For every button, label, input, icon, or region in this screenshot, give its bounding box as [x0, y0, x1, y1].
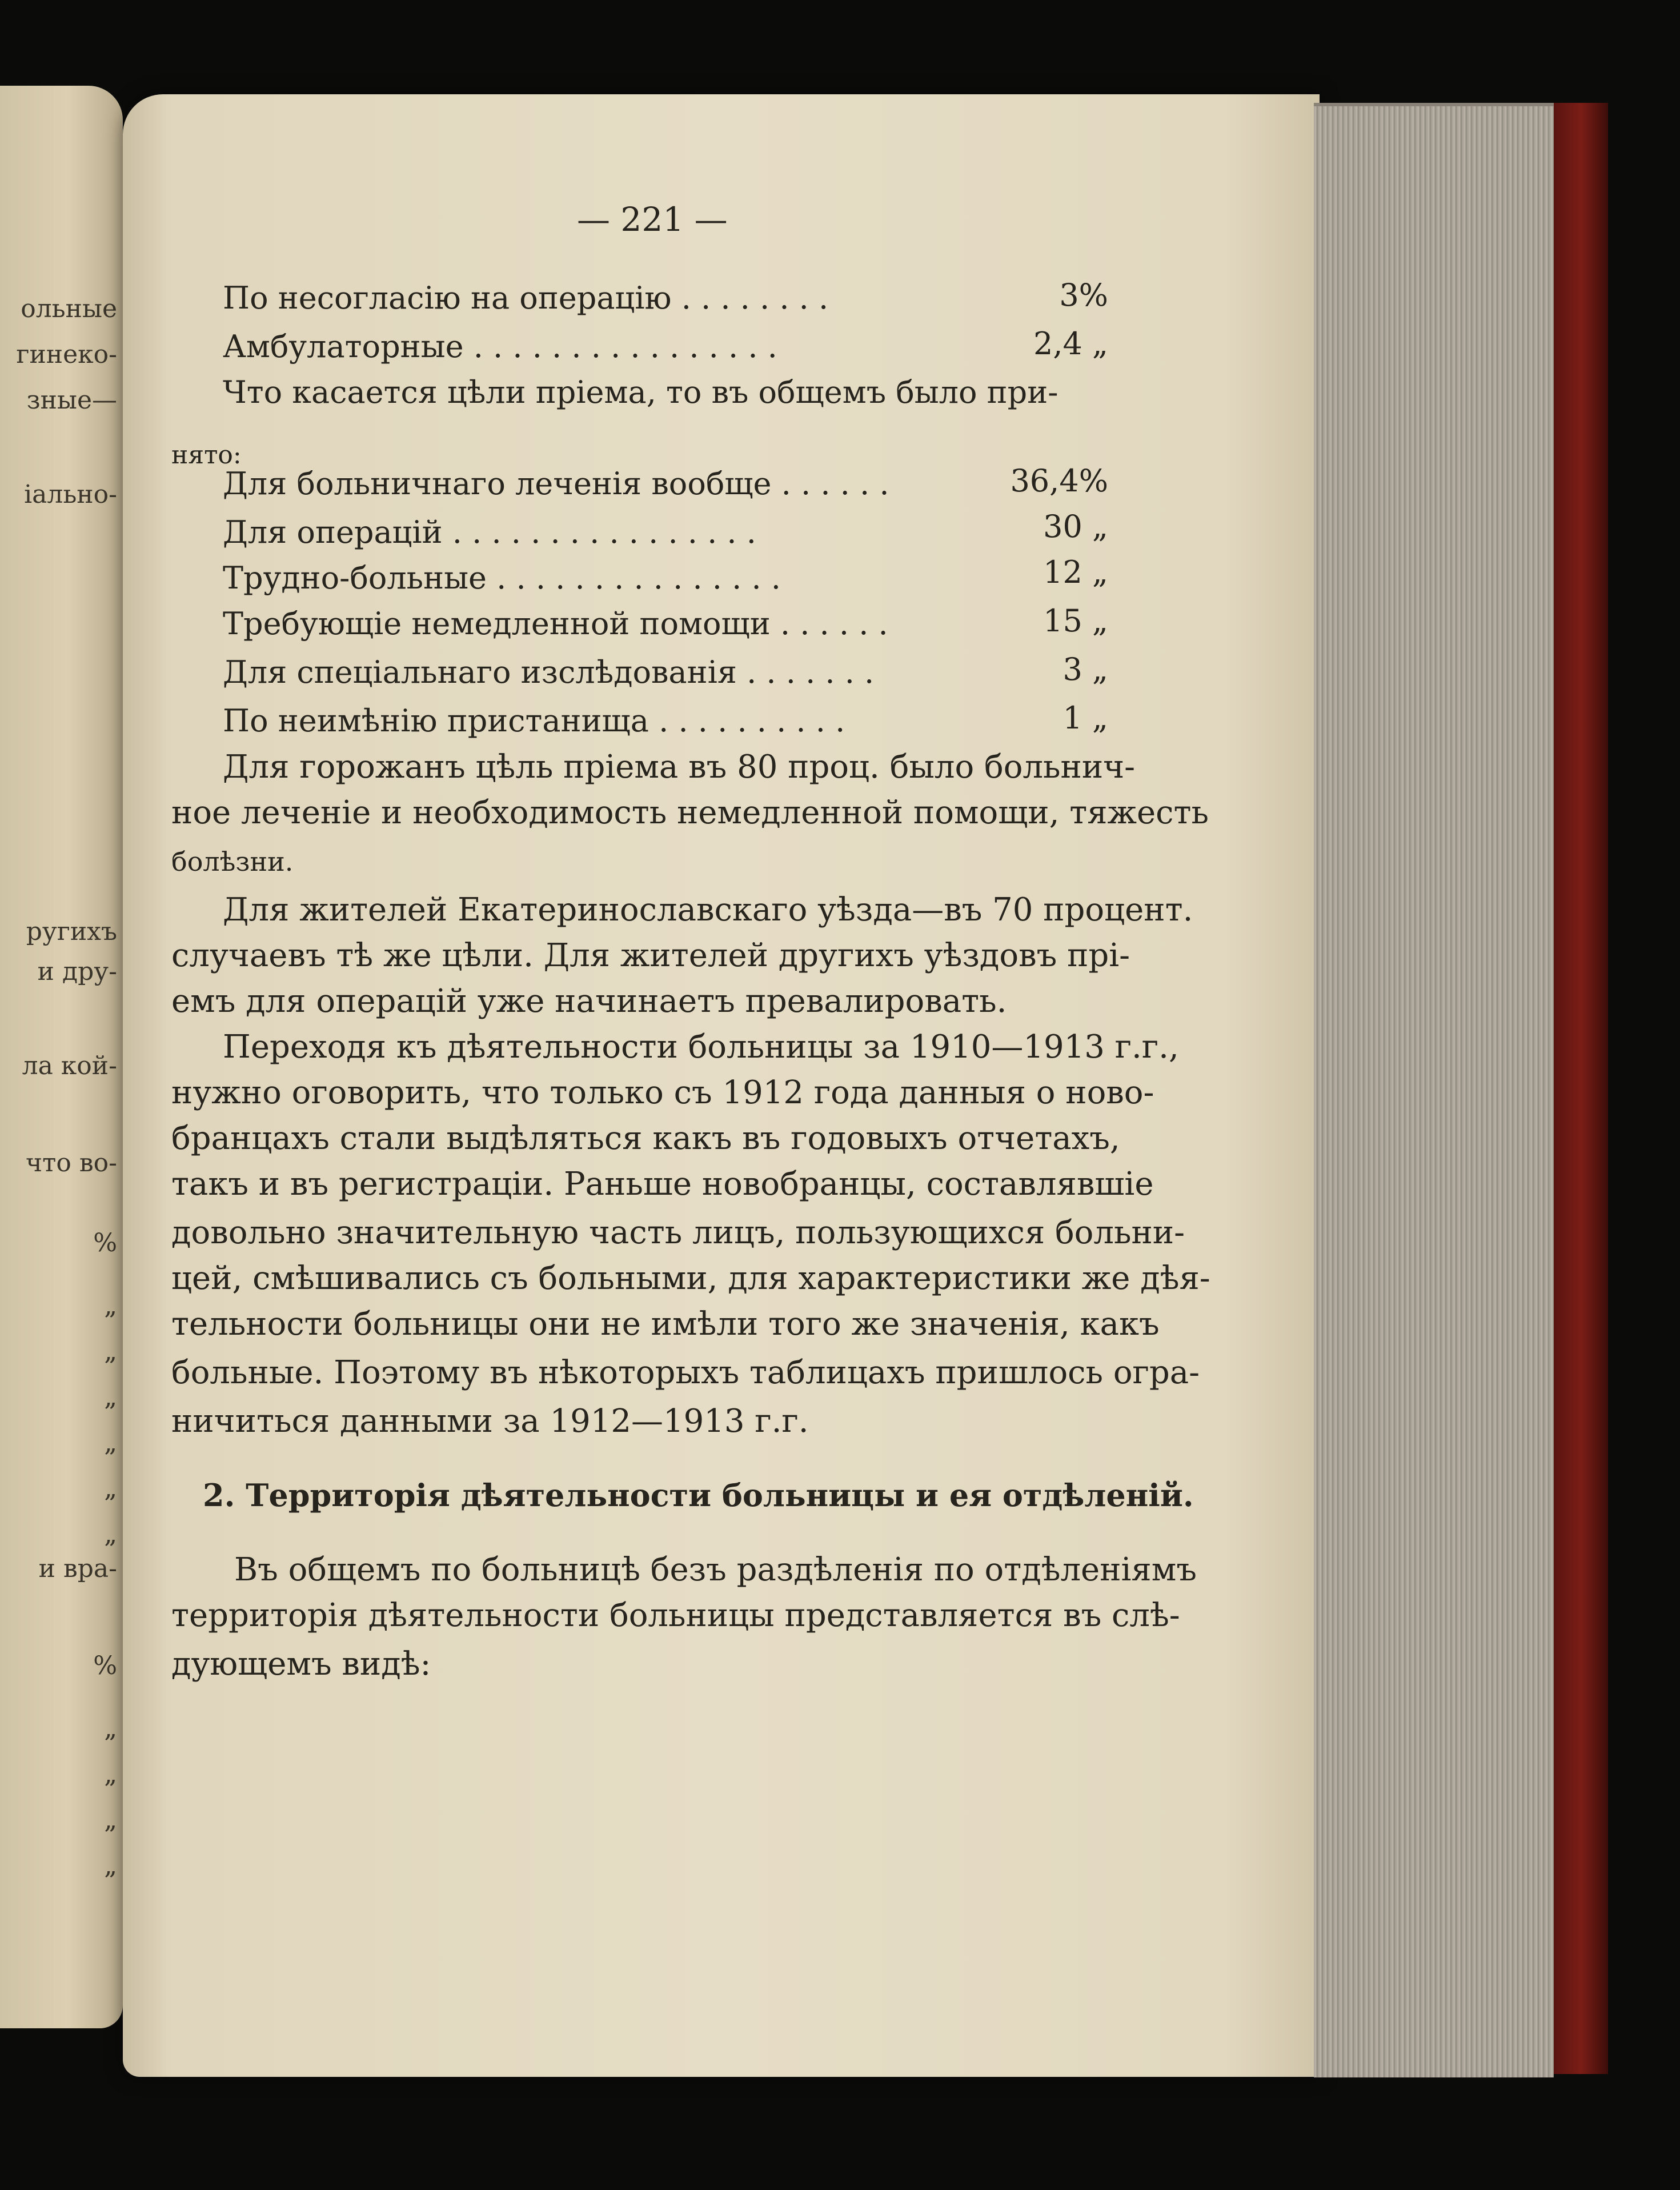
- left-fragment: %: [93, 1651, 117, 1680]
- left-page: [0, 86, 123, 2028]
- left-fragment: „: [104, 1428, 117, 1458]
- left-fragment: іально-: [24, 480, 117, 509]
- list-item-value: 2,4 „: [1033, 326, 1108, 362]
- paragraph-line: тельности больницы они не имѣли того же значенія, какъ: [171, 1306, 1160, 1343]
- list-item-label: Трудно-больные . . . . . . . . . . . . . . .: [223, 560, 781, 596]
- list-item-label: Для спеціальнаго изслѣдованія . . . . . . .: [223, 654, 875, 690]
- left-fragment: ольные: [21, 294, 117, 323]
- left-fragment: „: [104, 1805, 117, 1835]
- list-item-label: Амбулаторные . . . . . . . . . . . . . . . .: [223, 329, 777, 365]
- list-item-value: 3%: [1059, 277, 1108, 313]
- left-fragment: „: [104, 1474, 117, 1503]
- page-edges: [1314, 103, 1554, 2077]
- left-fragment: „: [104, 1714, 117, 1743]
- paragraph-line: такъ и въ регистраціи. Раньше новобранцы, составлявшіе: [171, 1166, 1154, 1203]
- left-fragment: „: [104, 1851, 117, 1880]
- list-item-value: 3 „: [1062, 651, 1108, 687]
- list-item-value: 1 „: [1062, 700, 1108, 736]
- left-fragment: „: [104, 1291, 117, 1320]
- left-fragment: что во-: [25, 1148, 117, 1178]
- paragraph-line: ничиться данными за 1912—1913 г.г.: [171, 1403, 809, 1440]
- left-fragment: и дру-: [37, 957, 117, 986]
- left-fragment: „: [104, 1383, 117, 1412]
- paragraph-line: Для горожанъ цѣль пріема въ 80 проц. было больнич-: [223, 748, 1136, 786]
- paragraph-line: цей, смѣшивались съ больными, для характеристики же дѣя-: [171, 1260, 1210, 1297]
- list-item-value: 15 „: [1043, 603, 1108, 639]
- list-item-value: 12 „: [1043, 554, 1108, 590]
- paragraph-line: дующемъ видѣ:: [171, 1645, 431, 1683]
- left-fragment: ла кой-: [22, 1051, 117, 1080]
- list-item-label: По неимѣнію пристанища . . . . . . . . . .: [223, 703, 845, 739]
- paragraph-line: емъ для операцій уже начинаетъ превалировать.: [171, 983, 1007, 1020]
- paragraph-line: случаевъ тѣ же цѣли. Для жителей другихъ уѣздовъ прі-: [171, 937, 1130, 974]
- left-fragment: ругихъ: [26, 917, 117, 946]
- intro-line: нято:: [171, 441, 242, 470]
- list-item-label: Для больничнаго леченія вообще . . . . . .: [223, 466, 889, 502]
- paragraph-line: Въ общемъ по больницѣ безъ раздѣленія по отдѣленіямъ: [234, 1551, 1197, 1588]
- left-fragment: „: [104, 1337, 117, 1366]
- paragraph-line: ное леченіе и необходимость немедленной помощи, тяжесть: [171, 794, 1209, 831]
- left-fragment: „: [104, 1520, 117, 1549]
- list-item-label: По несогласію на операцію . . . . . . . .: [223, 280, 829, 316]
- page-number: — 221 —: [577, 200, 728, 239]
- left-fragment: и вра-: [38, 1554, 117, 1583]
- list-item-value: 36,4%: [1010, 463, 1108, 499]
- left-fragment: гинеко-: [16, 340, 117, 369]
- book-cover: [1554, 103, 1608, 2074]
- paragraph-line: бранцахъ стали выдѣляться какъ въ годовыхъ отчетахъ,: [171, 1120, 1120, 1157]
- intro-line: Что касается цѣли пріема, то въ общемъ было при-: [223, 374, 1058, 410]
- paragraph-line: болѣзни.: [171, 846, 294, 877]
- paragraph-line: территорія дѣятельности больницы представляется въ слѣ-: [171, 1597, 1180, 1634]
- paragraph-line: нужно оговорить, что только съ 1912 года данныя о ново-: [171, 1074, 1154, 1111]
- paragraph-line: Переходя къ дѣятельности больницы за 1910—1913 г.г.,: [223, 1028, 1179, 1066]
- paragraph-line: больные. Поэтому въ нѣкоторыхъ таблицахъ пришлось огра-: [171, 1354, 1200, 1391]
- left-fragment: „: [104, 1760, 117, 1789]
- section-heading: 2. Территорія дѣятельности больницы и ея отдѣленій.: [203, 1477, 1194, 1514]
- paragraph-line: Для жителей Екатеринославскаго уѣзда—въ 70 процент.: [223, 891, 1193, 928]
- list-item-value: 30 „: [1043, 509, 1108, 545]
- left-fragment: зные—: [26, 386, 117, 415]
- paragraph-line: довольно значительную часть лицъ, пользующихся больни-: [171, 1214, 1185, 1251]
- list-item-label: Для операцій . . . . . . . . . . . . . . . .: [223, 514, 756, 550]
- list-item-label: Требующіе немедленной помощи . . . . . .: [223, 606, 888, 642]
- left-fragment: %: [93, 1228, 117, 1258]
